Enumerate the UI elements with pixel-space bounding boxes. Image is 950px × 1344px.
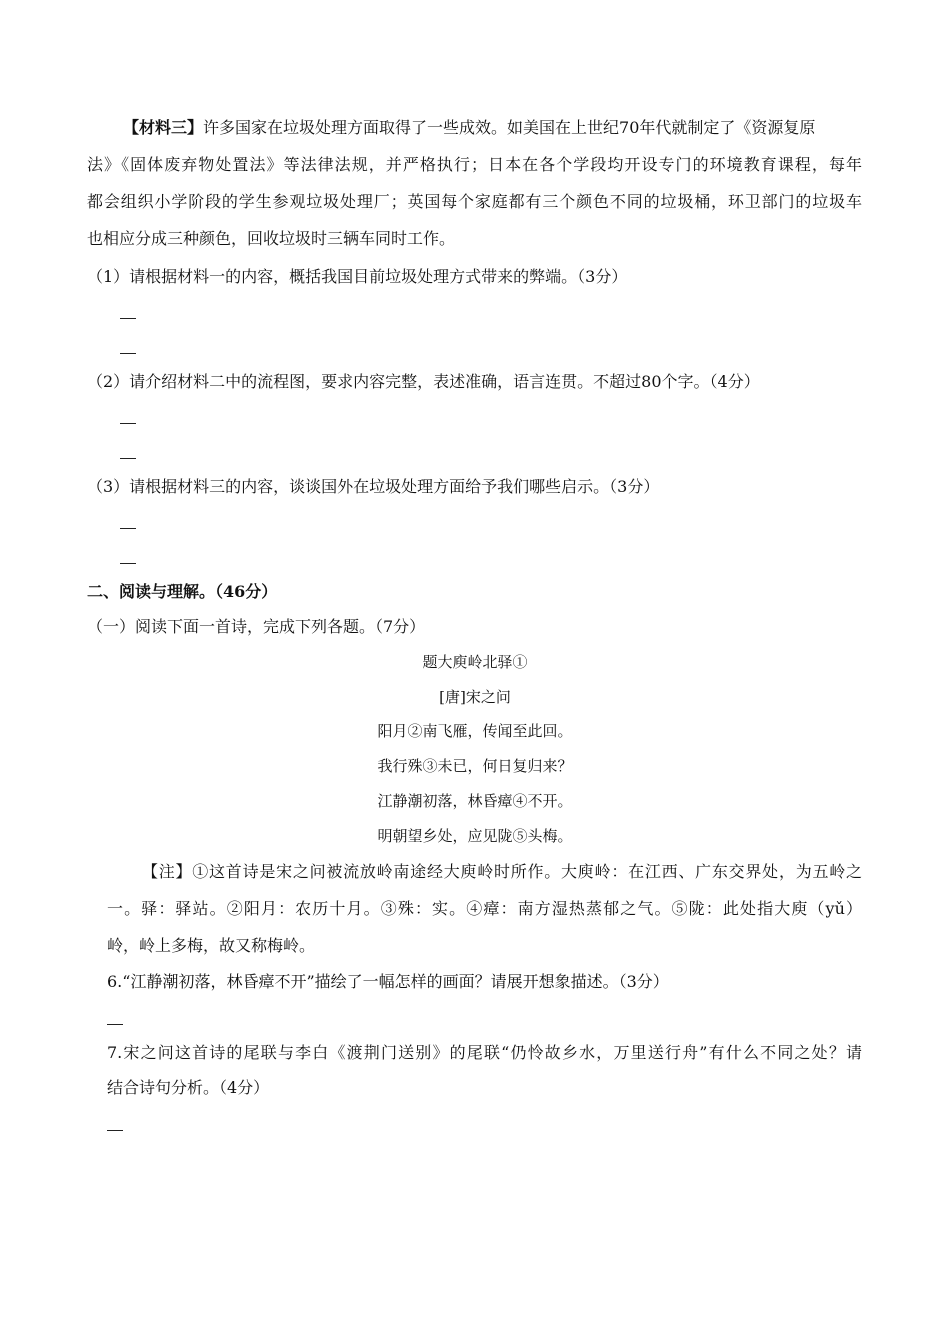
poem-line: 明朝望乡处，应见陇⑤头梅。 xyxy=(377,827,573,845)
material3-text1: 许多国家在垃圾处理方面取得了一些成效。如美国在上世纪70年代就制定了《资源复原 xyxy=(203,118,816,137)
poem-line: 江静潮初落，林昏瘴④不开。 xyxy=(377,792,573,810)
material3-line1 xyxy=(123,117,815,139)
question-1: （1）请根据材料一的内容，概括我国目前垃圾处理方式带来的弊端。（3分） xyxy=(87,267,628,286)
answer-line[interactable] xyxy=(120,458,136,459)
poem-author: [唐]宋之问 xyxy=(439,688,511,706)
subsection-heading: （一）阅读下面一首诗，完成下列各题。（7分） xyxy=(87,617,426,636)
note-line1: 【注】①这首诗是宋之问被流放岭南途经大庾岭时所作。大庾岭：在江西、广东交界处，为五岭之 xyxy=(142,862,862,881)
question-3: （3）请根据材料三的内容，谈谈国外在垃圾处理方面给予我们哪些启示。（3分） xyxy=(87,477,660,496)
material3-line4: 也相应分成三种颜色，回收垃圾时三辆车同时工作。 xyxy=(87,229,456,248)
poem-title: 题大庾岭北驿① xyxy=(422,653,528,671)
question-6: 6.“江静潮初落，林昏瘴不开”描绘了一幅怎样的画面？请展开想象描述。（3分） xyxy=(107,972,669,991)
material3-line3: 都会组织小学阶段的学生参观垃圾处理厂；英国每个家庭都有三个颜色不同的垃圾桶，环卫部门的垃圾车 xyxy=(87,192,862,211)
material3-label: 【材料三】 xyxy=(123,118,204,137)
question-7-line2: 结合诗句分析。（4分） xyxy=(107,1078,270,1097)
section-heading: 二、阅读与理解。（46分） xyxy=(87,582,278,601)
answer-line[interactable] xyxy=(107,1130,123,1131)
question-7-line1: 7.宋之问这首诗的尾联与李白《渡荆门送别》的尾联“仍怜故乡水，万里送行舟”有什么不同之处？请 xyxy=(107,1043,862,1062)
note-line3: 岭，岭上多梅，故又称梅岭。 xyxy=(107,936,316,955)
answer-line[interactable] xyxy=(120,528,136,529)
poem-line: 阳月②南飞雁，传闻至此回。 xyxy=(377,722,573,740)
note-line2: 一。驿：驿站。②阳月：农历十月。③殊：实。④瘴：南方湿热蒸郁之气。⑤陇：此处指大庾（yǔ） xyxy=(107,899,862,918)
answer-line[interactable] xyxy=(120,563,136,564)
material3-line2: 法》《固体废弃物处置法》等法律法规，并严格执行；日本在各个学段均开设专门的环境教育课程，每年 xyxy=(87,155,862,174)
answer-line[interactable] xyxy=(107,1024,123,1025)
answer-line[interactable] xyxy=(120,423,136,424)
answer-line[interactable] xyxy=(120,353,136,354)
question-2: （2）请介绍材料二中的流程图，要求内容完整，表述准确，语言连贯。不超过80个字。（4分） xyxy=(87,372,760,391)
answer-line[interactable] xyxy=(120,318,136,319)
poem-line: 我行殊③未已，何日复归来？ xyxy=(377,757,573,775)
